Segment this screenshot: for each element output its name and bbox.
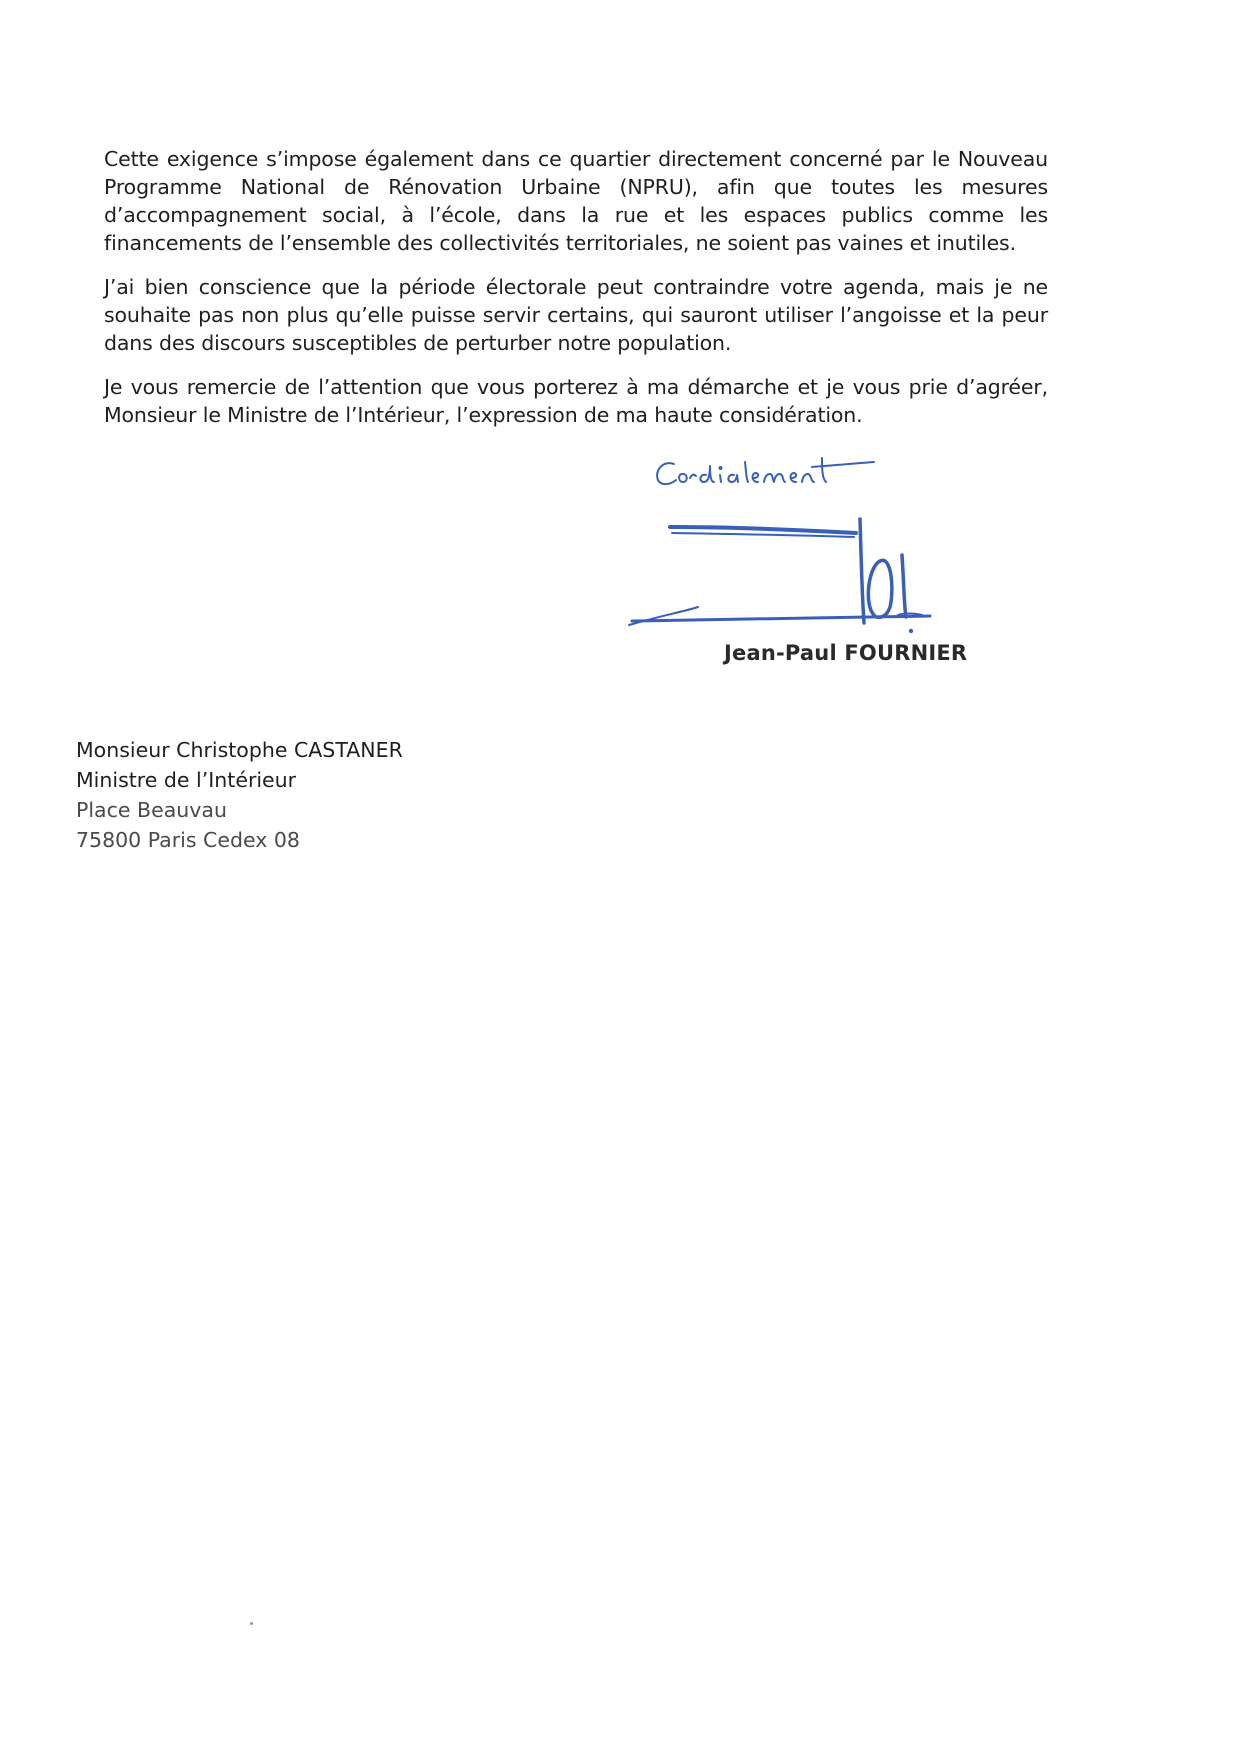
recipient-name: Monsieur Christophe CASTANER [76,738,403,762]
letter-body [104,145,1048,445]
recipient-city: 75800 Paris Cedex 08 [76,828,300,852]
recipient-address [76,735,403,855]
signer-name: Jean-Paul FOURNIER [724,641,968,665]
recipient-title: Ministre de l’Intérieur [76,768,297,792]
handwritten-closing [652,448,882,492]
scan-speck [250,1622,253,1625]
recipient-street: Place Beauvau [76,798,227,822]
paragraph-closing-formula: Je vous remercie de l’attention que vous porterez à ma démarche et je vous prie d’agréer, Monsieur le Ministre de l’Intérieur, l’expression de ma haute considération. [104,375,1048,427]
paragraph-npru: Cette exigence s’impose également dans ce quartier directement concerné par le Nouveau Programme National de Rénovation Urbaine (NPRU), afin que toutes les mesures d’accompagnement social, à l’école, dans la rue et les espaces publics comme les financements de l’ensemble des collectivités territoriales, ne soient pas vaines et inutiles. [104,147,1048,255]
signature [624,515,944,643]
paragraph-electoral-period: J’ai bien conscience que la période électorale peut contraindre votre agenda, mais je ne souhaite pas non plus qu’elle puisse servir certains, qui sauront utiliser l’angoisse et la peur dans des discours susceptibles de perturber notre population. [104,275,1048,355]
